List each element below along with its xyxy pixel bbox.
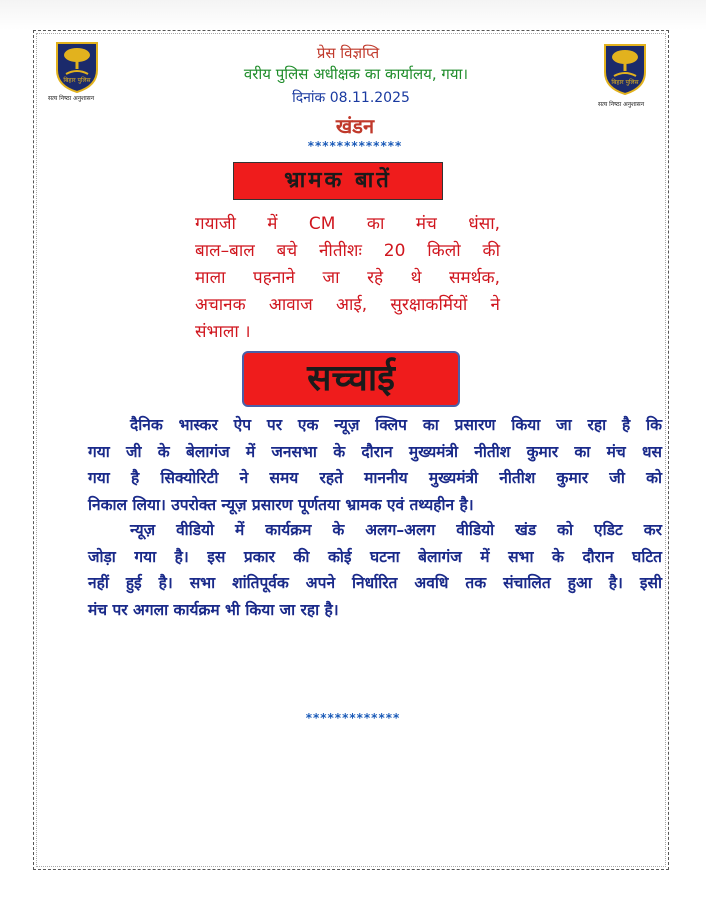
emblem-text: बिहार पुलिस — [63, 77, 91, 84]
truth-label: सच्चाई — [307, 358, 395, 399]
emblem-text: बिहार पुलिस — [611, 79, 639, 86]
logo-tagline-right: सत्‍य निष्‍ठा अनुशासन — [598, 101, 645, 108]
paragraph-line: मंच पर अगला कार्यक्रम भी किया जा रहा है। — [88, 600, 339, 619]
paragraph-line: नहीं हुई है। सभा शांतिपूर्वक अपने निर्धारित अवधि तक संचालित हुआ है। इसी — [88, 574, 662, 592]
logo-tagline-left: सत्‍य निष्‍ठा अनुशासन — [48, 95, 95, 102]
truth-label-box — [242, 351, 460, 407]
release-date: दिनांक 08.11.2025 — [292, 90, 410, 106]
rebuttal-heading: खंडन — [335, 114, 375, 138]
claim-line: बाल–बाल बचे नीतीशः 20 किलो की — [195, 241, 500, 261]
misleading-label: भ्रामक बातें — [284, 168, 392, 193]
star-divider-top: ************* — [307, 139, 403, 153]
press-release-title: प्रेस विज्ञप्ति — [316, 44, 380, 62]
claim-line: गयाजी में CM का मंच धंसा, — [195, 214, 500, 234]
office-name: वरीय पुलिस अधीक्षक का कार्यालय, गया। — [243, 65, 469, 83]
paragraph-line: जोड़ा गया है। इस प्रकार की कोई घटना बेलागंज में सभा के दौरान घटित — [88, 547, 662, 566]
paragraph-line: गया है सिक्योरिटी ने समय रहते माननीय मुख्यमंत्री नीतीश कुमार जी को — [88, 469, 662, 487]
truth-paragraph-2 — [88, 517, 662, 623]
misleading-claim — [195, 211, 500, 346]
paragraph-line: गया जी के बेलागंज में जनसभा के दौरान मुख्यमंत्री नीतीश कुमार का मंच धस — [88, 442, 662, 461]
truth-paragraph-1 — [88, 412, 662, 518]
paragraph-line: दैनिक भास्कर ऐप पर एक न्यूज़ क्लिप का प्रसारण किया जा रहा है कि — [130, 416, 662, 434]
misleading-label-box — [233, 162, 443, 200]
claim-line: अचानक आवाज आई, सुरक्षाकर्मियों ने — [195, 295, 500, 315]
star-divider-bottom: ************* — [305, 711, 401, 725]
paragraph-line: न्यूज़ वीडियो में कार्यक्रम के अलग–अलग वीडियो खंड को एडिट कर — [130, 521, 662, 539]
claim-line: माला पहनाने जा रहे थे समर्थक, — [195, 268, 500, 288]
claim-line: संभाला । — [195, 322, 251, 342]
paragraph-line: निकाल लिया। उपरोक्त न्यूज़ प्रसारण पूर्णतया भ्रामक एवं तथ्यहीन है। — [88, 495, 474, 514]
